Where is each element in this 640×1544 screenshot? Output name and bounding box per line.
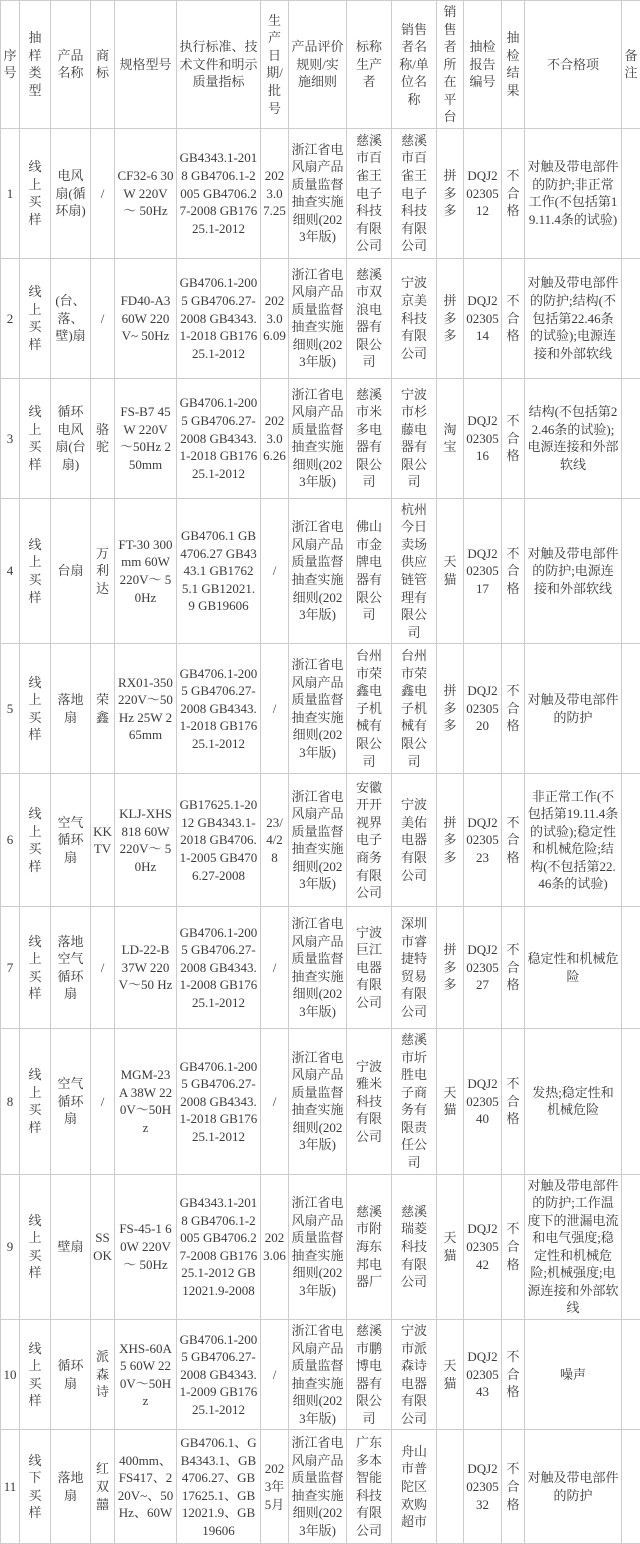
table-cell: 2023.06.26 [261, 378, 289, 498]
table-cell: 8 [1, 1029, 20, 1174]
table-cell: KKTV [91, 774, 115, 907]
table-cell [622, 1319, 640, 1429]
table-cell: 杭州今日卖场供应链管理有限公司 [392, 498, 437, 643]
table-cell: 宁波京美科技有限公司 [392, 258, 437, 378]
table-cell: 浙江省电风扇产品质量监督抽查实施细则(2023年版) [289, 128, 347, 258]
column-header: 标称生产者 [347, 1, 392, 129]
table-cell: 壁扇 [51, 1174, 91, 1319]
table-cell [622, 128, 640, 258]
column-header: 规格型号 [115, 1, 177, 129]
column-header: 销售者名称/单位名称 [392, 1, 437, 129]
table-cell [622, 1174, 640, 1319]
table-cell: 线上买样 [20, 907, 51, 1029]
table-cell: 对触及带电部件的防护 [525, 644, 622, 774]
table-cell: 浙江省电风扇产品质量监督抽查实施细则(2023年版) [289, 774, 347, 907]
table-cell: 拼多多 [437, 644, 464, 774]
table-cell: 线上买样 [20, 1319, 51, 1429]
table-cell: GB4706.1-2005 GB4706.27-2008 GB4343.1-2009 GB17625.1-2012 [177, 1319, 261, 1429]
table-row [1, 1319, 640, 1429]
table-cell: 2023.06 [261, 1174, 289, 1319]
table-cell: 6 [1, 774, 20, 907]
table-cell: 不合格 [502, 1319, 525, 1429]
table-cell: 线上买样 [20, 128, 51, 258]
table-cell: 10 [1, 1319, 20, 1429]
table-cell: GB4706.1-2005 GB4706.27-2008 GB4343.1-2018 GB17625.1-2012 [177, 258, 261, 378]
table-cell: 空气循环扇 [51, 774, 91, 907]
table-cell: 浙江省电风扇产品质量监督抽查实施细则(2023年版) [289, 258, 347, 378]
column-header: 销售者所在平台 [437, 1, 464, 129]
table-cell: 对触及带电部件的防护 [525, 1430, 622, 1544]
table-cell: DQJ20230517 [464, 498, 502, 643]
table-cell: 拼多多 [437, 907, 464, 1029]
table-cell: / [261, 498, 289, 643]
table-cell: 不合格 [502, 907, 525, 1029]
table-cell [622, 907, 640, 1029]
table-cell: 天猫 [437, 1319, 464, 1429]
table-cell: 1 [1, 128, 20, 258]
table-cell: 浙江省电风扇产品质量监督抽查实施细则(2023年版) [289, 1029, 347, 1174]
table-cell: 不合格 [502, 128, 525, 258]
table-cell [622, 378, 640, 498]
table-cell: 骆驼 [91, 378, 115, 498]
table-cell: 天猫 [437, 1174, 464, 1319]
table-cell: 万利达 [91, 498, 115, 643]
table-cell: 浙江省电风扇产品质量监督抽查实施细则(2023年版) [289, 498, 347, 643]
table-cell: 舟山市普陀区欢购超市 [392, 1430, 437, 1544]
table-cell: DQJ20230516 [464, 378, 502, 498]
table-cell: LD-22-B 37W 220V～50 Hz [115, 907, 177, 1029]
table-cell: 浙江省电风扇产品质量监督抽查实施细则(2023年版) [289, 644, 347, 774]
table-cell [437, 1430, 464, 1544]
table-cell: 23/4/28 [261, 774, 289, 907]
table-cell: 佛山市金牌电器有限公司 [347, 498, 392, 643]
table-cell: / [91, 1029, 115, 1174]
table-body [1, 128, 640, 1543]
table-cell: 不合格 [502, 644, 525, 774]
table-cell: 9 [1, 1174, 20, 1319]
table-row [1, 128, 640, 258]
table-cell: 不合格 [502, 774, 525, 907]
table-cell: 4 [1, 498, 20, 643]
table-cell: 宁波美佑电器有限公司 [392, 774, 437, 907]
table-cell: 派森诗 [91, 1319, 115, 1429]
column-header: 抽检报告编号 [464, 1, 502, 129]
table-cell: RX01-350 220V～50Hz 25W 265mm [115, 644, 177, 774]
table-row [1, 378, 640, 498]
table-cell: GB4343.1-2018 GB4706.1-2005 GB4706.27-2008 GB17625.1-2012 GB12021.9-2008 [177, 1174, 261, 1319]
table-cell: 发热;稳定性和机械危险 [525, 1029, 622, 1174]
table-cell: 线上买样 [20, 498, 51, 643]
table-cell: 浙江省电风扇产品质量监督抽查实施细则(2023年版) [289, 1174, 347, 1319]
table-cell: FS-45-1 60W 220V～ 50Hz [115, 1174, 177, 1319]
table-cell: 不合格 [502, 258, 525, 378]
table-cell: 慈溪市鹏博电器有限公司 [347, 1319, 392, 1429]
table-cell: 荣鑫 [91, 644, 115, 774]
table-cell: 慈溪市百雀王电子科技有限公司 [347, 128, 392, 258]
table-cell: / [261, 1029, 289, 1174]
table-row [1, 258, 640, 378]
table-cell: 7 [1, 907, 20, 1029]
table-row [1, 774, 640, 907]
table-row [1, 644, 640, 774]
table-cell: 非正常工作(不包括第19.11.4条的试验);稳定性和机械危险;结构(不包括第22.46条的试验) [525, 774, 622, 907]
table-cell [622, 644, 640, 774]
table-cell: GB4706.1-2005 GB4706.27-2008 GB4343.1-2018 GB17625.1-2012 [177, 1029, 261, 1174]
table-cell: 稳定性和机械危险 [525, 907, 622, 1029]
table-cell: 宁波雅米科技有限公司 [347, 1029, 392, 1174]
table-cell: 不合格 [502, 1029, 525, 1174]
table-cell: 不合格 [502, 378, 525, 498]
table-cell: 浙江省电风扇产品质量监督抽查实施细则(2023年版) [289, 907, 347, 1029]
table-cell: 噪声 [525, 1319, 622, 1429]
table-cell: GB4706.1-2005 GB4706.27-2008 GB4343.1-2018 GB17625.1-2012 [177, 378, 261, 498]
table-cell: 循环电风扇(台扇) [51, 378, 91, 498]
table-cell: 线上买样 [20, 378, 51, 498]
column-header: 生产日期/批号 [261, 1, 289, 129]
table-cell: DQJ20230542 [464, 1174, 502, 1319]
table-cell: FT-30 300mm 60W 220V～ 50Hz [115, 498, 177, 643]
table-cell: 电风扇(循环扇) [51, 128, 91, 258]
table-cell: / [261, 907, 289, 1029]
table-cell: 浙江省电风扇产品质量监督抽查实施细则(2023年版) [289, 1319, 347, 1429]
table-cell: 11 [1, 1430, 20, 1544]
table-cell: 宁波巨江电器有限公司 [347, 907, 392, 1029]
table-row [1, 1174, 640, 1319]
table-cell: DQJ20230514 [464, 258, 502, 378]
table-cell: 深圳市睿捷特贸易有限公司 [392, 907, 437, 1029]
table-cell: 慈溪市双浪电器有限公司 [347, 258, 392, 378]
column-header: 不合格项 [525, 1, 622, 129]
table-cell: 拼多多 [437, 774, 464, 907]
table-cell: 拼多多 [437, 128, 464, 258]
table-cell: / [261, 1319, 289, 1429]
table-cell: GB4706.1 GB4706.27 GB4343.1 GB17625.1 GB12021.9 GB19606 [177, 498, 261, 643]
table-cell: DQJ20230532 [464, 1430, 502, 1544]
column-header: 备注 [622, 1, 640, 129]
table-cell: 线上买样 [20, 644, 51, 774]
table-cell: 线上买样 [20, 1029, 51, 1174]
table-cell: GB4343.1-2018 GB4706.1-2005 GB4706.27-2008 GB17625.1-2012 [177, 128, 261, 258]
table-cell [622, 258, 640, 378]
table-cell: 不合格 [502, 1430, 525, 1544]
table-cell: FD40-A3 60W 220V~ 50Hz [115, 258, 177, 378]
table-row [1, 1430, 640, 1544]
header-row [1, 1, 640, 129]
column-header: 抽样类型 [20, 1, 51, 129]
table-cell: 5 [1, 644, 20, 774]
table-cell: 对触及带电部件的防护;非正常工作(不包括第19.11.4条的试验) [525, 128, 622, 258]
table-cell: 400mm、FS417、220V~、50Hz、60W [115, 1430, 177, 1544]
table-cell: / [91, 258, 115, 378]
table-cell: 安徽开开视界电子商务有限公司 [347, 774, 392, 907]
table-cell: DQJ20230527 [464, 907, 502, 1029]
table-cell: DQJ20230512 [464, 128, 502, 258]
table-cell: 对触及带电部件的防护;结构(不包括第22.46条的试验);电源连接和外部软线 [525, 258, 622, 378]
column-header: 商标 [91, 1, 115, 129]
table-cell: 慈溪市圻胜电子商务有限责任公司 [392, 1029, 437, 1174]
table-cell: 2023.07.25 [261, 128, 289, 258]
table-cell: 落地空气循环扇 [51, 907, 91, 1029]
table-cell: 台扇 [51, 498, 91, 643]
table-cell: MGM-23A 38W 220V～50Hz [115, 1029, 177, 1174]
table-cell: 2 [1, 258, 20, 378]
table-cell: 不合格 [502, 498, 525, 643]
table-cell: 落地扇 [51, 644, 91, 774]
table-cell [622, 1430, 640, 1544]
table-cell: DQJ20230540 [464, 1029, 502, 1174]
column-header: 产品名称 [51, 1, 91, 129]
table-cell: GB17625.1-2012 GB4343.1-2018 GB4706.1-2005 GB4706.27-2008 [177, 774, 261, 907]
table-cell: 淘宝 [437, 378, 464, 498]
table-cell: 线上买样 [20, 774, 51, 907]
column-header: 抽检结果 [502, 1, 525, 129]
table-cell: 2023年5月 [261, 1430, 289, 1544]
table-cell: 台州市荣鑫电子机械有限公司 [392, 644, 437, 774]
table-cell: 浙江省电风扇产品质量监督抽查实施细则(2023年版) [289, 1430, 347, 1544]
table-cell: 线上买样 [20, 1174, 51, 1319]
column-header: 执行标准、技术文件和明示质量指标 [177, 1, 261, 129]
table-cell [622, 774, 640, 907]
table-cell: 结构(不包括第22.46条的试验);电源连接和外部软线 [525, 378, 622, 498]
table-cell: GB4706.1-2005 GB4706.27-2008 GB4343.1-2018 GB17625.1-2012 [177, 644, 261, 774]
table-cell: DQJ20230543 [464, 1319, 502, 1429]
table-cell: GB4706.1、GB4343.1、GB4706.27、GB17625.1、GB12021.9、GB19606 [177, 1430, 261, 1544]
table-cell: 天猫 [437, 1029, 464, 1174]
column-header: 序号 [1, 1, 20, 129]
table-cell: 线下买样 [20, 1430, 51, 1544]
table-cell: KLJ-XHS818 60W 220V～ 50Hz [115, 774, 177, 907]
table-cell [622, 1029, 640, 1174]
table-cell: / [91, 907, 115, 1029]
table-cell: 慈溪市米多电器有限公司 [347, 378, 392, 498]
table-row [1, 498, 640, 643]
table-row [1, 1029, 640, 1174]
table-cell: 浙江省电风扇产品质量监督抽查实施细则(2023年版) [289, 378, 347, 498]
table-cell: 不合格 [502, 1174, 525, 1319]
table-cell: 红双囍 [91, 1430, 115, 1544]
table-cell: DQJ20230520 [464, 644, 502, 774]
table-cell: SSOK [91, 1174, 115, 1319]
table-cell: / [91, 128, 115, 258]
table-cell: 对触及带电部件的防护;电源连接和外部软线 [525, 498, 622, 643]
table-cell: GB4706.1-2005 GB4706.27-2008 GB4343.1-2008 GB17625.1-2012 [177, 907, 261, 1029]
table-cell: 空气循环扇 [51, 1029, 91, 1174]
table-cell: 广东多本智能科技有限公司 [347, 1430, 392, 1544]
table-cell: 慈溪瑞菱科技有限公司 [392, 1174, 437, 1319]
table-cell: 3 [1, 378, 20, 498]
table-cell: XHS-60A5 60W 220V～50Hz [115, 1319, 177, 1429]
table-cell: 宁波市派森诗电器有限公司 [392, 1319, 437, 1429]
table-row [1, 907, 640, 1029]
table-cell: 慈溪市百雀王电子科技有限公司 [392, 128, 437, 258]
table-cell: 对触及带电部件的防护;工作温度下的泄漏电流和电气强度;稳定性和机械危险;机械强度;电源连接和外部软线 [525, 1174, 622, 1319]
table-cell: 天猫 [437, 498, 464, 643]
table-cell: 循环扇 [51, 1319, 91, 1429]
table-cell: (台、落、壁)扇 [51, 258, 91, 378]
table-cell: 2023.06.09 [261, 258, 289, 378]
table-cell: 慈溪市附海东邦电器厂 [347, 1174, 392, 1319]
table-cell: / [261, 644, 289, 774]
table-cell: 线上买样 [20, 258, 51, 378]
table-cell [622, 498, 640, 643]
table-cell: 拼多多 [437, 258, 464, 378]
column-header: 产品评价规则/实施细则 [289, 1, 347, 129]
table-cell: 宁波市杉藤电器有限公司 [392, 378, 437, 498]
table-cell: FS-B7 45W 220V～50Hz 250mm [115, 378, 177, 498]
table-cell: CF32-6 30W 220V～ 50Hz [115, 128, 177, 258]
table-cell: 台州市荣鑫电子机械有限公司 [347, 644, 392, 774]
table-cell: DQJ20230523 [464, 774, 502, 907]
table-cell: 落地扇 [51, 1430, 91, 1544]
